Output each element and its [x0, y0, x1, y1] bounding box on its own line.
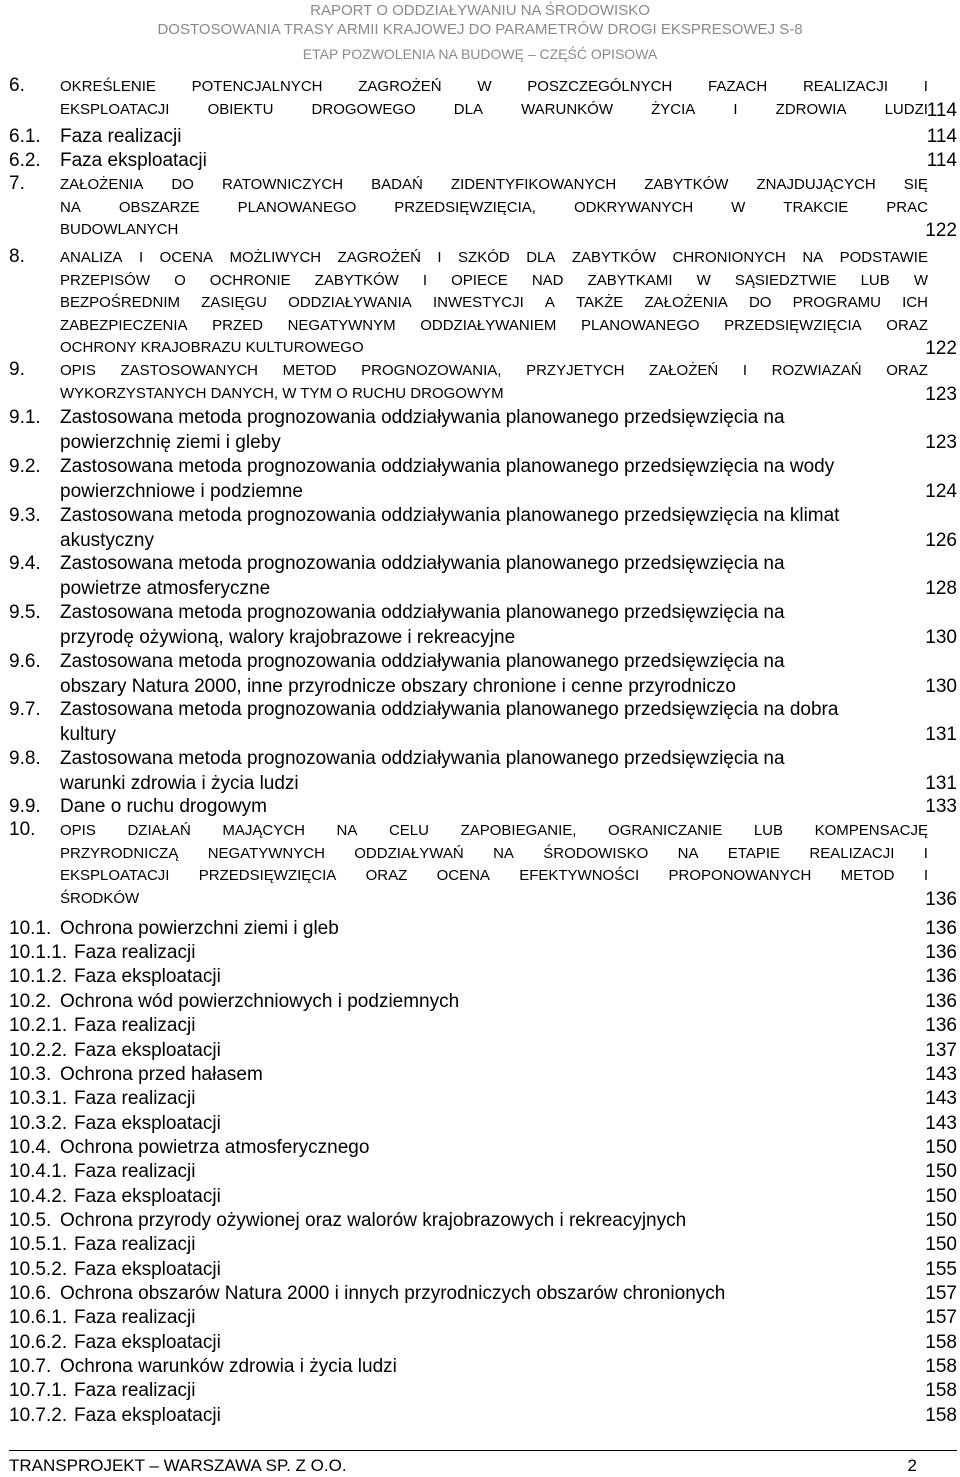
toc-entry-title-line: powierzchnię ziemi i gleby	[60, 431, 281, 453]
toc-entry-title-line: Faza realizacji	[74, 1234, 196, 1255]
toc-entry-number: 10.7.	[9, 1356, 52, 1377]
toc-entry-title-line: EKSPLOATACJI PRZEDSIĘWZIĘCIA ORAZ OCENA EFEKTYWNOŚCI PROPONOWANYCH METOD I	[60, 867, 928, 884]
toc-entry-page: 143	[925, 1113, 957, 1134]
toc-entry-page: 136	[925, 918, 957, 939]
toc-entry-page: 150	[925, 1161, 957, 1182]
toc-entry-title-line: OPIS DZIAŁAŃ MAJĄCYCH NA CELU ZAPOBIEGANIE, OGRANICZANIE LUB KOMPENSACJĘ	[60, 822, 928, 839]
toc-entry-page: 130	[925, 626, 957, 648]
toc-entry-page: 133	[925, 796, 957, 817]
toc-entry-page: 136	[925, 1015, 957, 1036]
toc-entry-title-line: ZABEZPIECZENIA PRZED NEGATYWNYM ODDZIAŁYWANIEM PLANOWANEGO PRZEDSIĘWZIĘCIA ORAZ	[60, 316, 928, 334]
toc-entry-title-line: Faza eksploatacji	[74, 1113, 221, 1134]
toc-entry-page: 128	[925, 577, 957, 599]
toc-entry-page: 114	[926, 126, 957, 147]
toc-entry-title-line: Ochrona przyrody ożywionej oraz walorów krajobrazowych i rekreacyjnych	[60, 1210, 687, 1231]
toc-entry-title-line: Faza eksploatacji	[74, 1040, 221, 1061]
toc-entry-number: 10.1.	[9, 918, 52, 939]
toc-entry-title-line: Faza realizacji	[74, 1088, 196, 1109]
toc-entry-title-line: przyrodę ożywioną, walory krajobrazowe i rekreacyjne	[60, 626, 516, 648]
toc-entry-title-line: Faza realizacji	[74, 1380, 196, 1401]
toc-entry-title-line: akustyczny	[60, 529, 154, 551]
toc-entry-title-line: WYKORZYSTANYCH DANYCH, W TYM O RUCHU DROGOWYM	[60, 384, 504, 402]
toc-entry-number: 10.6.	[9, 1283, 52, 1304]
toc-entry-number: 10.3.1.	[9, 1088, 68, 1109]
toc-entry-page: 155	[925, 1259, 957, 1280]
toc-entry-page: 158	[925, 1356, 957, 1377]
toc-entry-number: 10.3.	[9, 1064, 52, 1085]
toc-entry-title-line: ANALIZA I OCENA MOŻLIWYCH ZAGROŻEŃ I SZKÓD DLA ZABYTKÓW CHRONIONYCH NA PODSTAWIE	[60, 249, 928, 266]
toc-entry-title-line: Faza eksploatacji	[74, 966, 221, 987]
toc-entry-title-line: Ochrona wód powierzchniowych i podziemnych	[60, 991, 460, 1012]
toc-entry-number: 10.2.1.	[9, 1015, 68, 1036]
toc-entry-number: 10.2.	[9, 991, 52, 1012]
toc-entry-number: 9.5.	[9, 602, 41, 623]
toc-entry-title-line: Zastosowana metoda prognozowania oddziaływania planowanego przedsięwzięcia na dobra	[60, 699, 839, 720]
toc-entry-number: 7.	[9, 173, 25, 194]
toc-entry-title-line: PRZEPISÓW O OCHRONIE ZABYTKÓW I OPIECE NAD ZABYTKAMI W SĄSIEDZTWIE LUB W	[60, 271, 928, 289]
toc-entry-title-line: ŚRODKÓW	[60, 889, 140, 907]
toc-entry-page: 136	[925, 966, 957, 987]
toc-entry-title-line: OKREŚLENIE POTENCJALNYCH ZAGROŻEŃ W POSZCZEGÓLNYCH FAZACH REALIZACJI I	[60, 78, 928, 95]
toc-entry-title-line: powietrze atmosferyczne	[60, 577, 271, 599]
toc-entry-number: 10.7.2.	[9, 1405, 68, 1426]
toc-entry-title-line: Faza eksploatacji	[60, 150, 207, 171]
toc-entry-number: 10.1.1.	[9, 942, 68, 963]
toc-entry-title-line: Ochrona powierzchni ziemi i gleb	[60, 918, 339, 939]
toc-entry-page: 131	[925, 723, 957, 745]
footer-page-number: 2	[907, 1456, 917, 1475]
toc-entry-title-line: Zastosowana metoda prognozowania oddziaływania planowanego przedsięwzięcia na klimat	[60, 505, 840, 526]
toc-entry-title-line: Faza eksploatacji	[74, 1186, 221, 1207]
toc-entry-page: 136	[925, 942, 957, 963]
toc-entry-number: 6.	[9, 75, 25, 96]
toc-entry-title-line: Ochrona powietrza atmosferycznego	[60, 1137, 370, 1158]
toc-entry-title-line: Zastosowana metoda prognozowania oddziaływania planowanego przedsięwzięcia na	[60, 602, 785, 623]
toc-entry-title-line: Ochrona obszarów Natura 2000 i innych przyrodniczych obszarów chronionych	[60, 1283, 726, 1304]
toc-entry-title-line: Faza eksploatacji	[74, 1259, 221, 1280]
toc-entry-number: 9.3.	[9, 505, 41, 526]
toc-entry-page: 158	[925, 1380, 957, 1401]
toc-entry-number: 10.5.1.	[9, 1234, 68, 1255]
header-stage: ETAP POZWOLENIA NA BUDOWĘ – CZĘŚĆ OPISOWA	[302, 46, 658, 62]
toc-entry-title-line: OPIS ZASTOSOWANYCH METOD PROGNOZOWANIA, PRZYJETYCH ZAŁOŻEŃ I ROZWIAZAŃ ORAZ	[60, 362, 928, 379]
toc-entry-title-line: Zastosowana metoda prognozowania oddziaływania planowanego przedsięwzięcia na wody	[60, 456, 835, 477]
toc-entry-page: 150	[925, 1234, 957, 1255]
toc-entry-page: 123	[925, 383, 957, 405]
toc-entry-page: 150	[925, 1186, 957, 1207]
toc-entry-title-line: PRZYRODNICZĄ NEGATYWNYCH ODDZIAŁYWAŃ NA ŚRODOWISKO NA ETAPIE REALIZACJI I	[60, 844, 928, 862]
toc-entry-page: 158	[925, 1405, 957, 1426]
toc-entry-title-line: Zastosowana metoda prognozowania oddziaływania planowanego przedsięwzięcia na	[60, 651, 785, 672]
toc-entry-number: 10.2.2.	[9, 1040, 68, 1061]
toc-entry-number: 10.6.1.	[9, 1307, 68, 1328]
toc-entry-title-line: Faza realizacji	[60, 126, 182, 147]
toc-entry-title-line: Faza realizacji	[74, 1161, 196, 1182]
toc-entry-title-line: NA OBSZARZE PLANOWANEGO PRZEDSIĘWZIĘCIA, ODKRYWANYCH W TRAKCIE PRAC	[60, 198, 928, 216]
toc-entry-number: 9.7.	[9, 699, 41, 720]
toc-entry-title-line: Zastosowana metoda prognozowania oddziaływania planowanego przedsięwzięcia na	[60, 407, 785, 428]
toc-entry-number: 9.6.	[9, 651, 41, 672]
toc-entry-page: 131	[925, 772, 957, 794]
toc-entry-number: 10.4.1.	[9, 1161, 68, 1182]
toc-entry-page: 158	[925, 1332, 957, 1353]
toc-entry-number: 9.2.	[9, 456, 41, 477]
toc-entry-title-line: kultury	[60, 723, 116, 745]
toc-entry-title-line: ZAŁOŻENIA DO RATOWNICZYCH BADAŃ ZIDENTYFIKOWANYCH ZABYTKÓW ZNAJDUJĄCYCH SIĘ	[60, 176, 928, 193]
toc-entry-number: 9.4.	[9, 553, 41, 574]
toc-entry-number: 10.5.	[9, 1210, 52, 1231]
toc-entry-page: 114	[926, 99, 957, 121]
toc-entry-title-line: warunki zdrowia i życia ludzi	[60, 772, 299, 794]
toc-entry-number: 6.1.	[9, 126, 41, 147]
toc-entry-title-line: Faza realizacji	[74, 1015, 196, 1036]
toc-entry-title-line: Faza eksploatacji	[74, 1332, 221, 1353]
toc-entry-title-line: Faza realizacji	[74, 1307, 196, 1328]
toc-entry-number: 10.7.1.	[9, 1380, 68, 1401]
toc-entry-page: 150	[925, 1137, 957, 1158]
toc-entry-page: 114	[926, 150, 957, 171]
toc-entry-number: 9.9.	[9, 796, 41, 817]
toc-entry-title-line: OCHRONY KRAJOBRAZU KULTUROWEGO	[60, 339, 364, 356]
toc-entry-page: 137	[925, 1040, 957, 1061]
toc-entry-page: 143	[925, 1064, 957, 1085]
footer-company: TRANSPROJEKT – WARSZAWA SP. Z O.O.	[9, 1456, 347, 1475]
toc-entry-page: 122	[925, 338, 957, 359]
toc-entry-title-line: Faza realizacji	[74, 942, 196, 963]
toc-entry-page: 126	[925, 529, 957, 551]
header-title: RAPORT O ODDZIAŁYWANIU NA ŚRODOWISKO	[310, 2, 650, 19]
toc-entry-number: 10.	[9, 819, 36, 840]
toc-entry-number: 6.2.	[9, 150, 41, 171]
toc-entry-title-line: BUDOWLANYCH	[60, 221, 179, 238]
toc-entry-number: 8.	[9, 246, 25, 267]
toc-entry-title-line: powierzchniowe i podziemne	[60, 480, 303, 502]
toc-entry-page: 157	[925, 1307, 957, 1328]
toc-entry-title-line: Faza eksploatacji	[74, 1405, 221, 1426]
toc-entry-title-line: BEZPOŚREDNIM ZASIĘGU ODDZIAŁYWANIA INWESTYCJI A TAKŻE ZAŁOŻENIA DO PROGRAMU ICH	[60, 294, 928, 311]
footer-divider	[9, 1450, 957, 1451]
toc-entry-title-line: Ochrona przed hałasem	[60, 1064, 263, 1085]
toc-entry-number: 9.8.	[9, 748, 41, 769]
toc-entry-number: 10.5.2.	[9, 1259, 68, 1280]
toc-entry-number: 10.4.2.	[9, 1186, 68, 1207]
toc-entry-page: 123	[925, 431, 957, 453]
toc-entry-number: 9.	[9, 359, 25, 380]
toc-entry-number: 10.3.2.	[9, 1113, 68, 1134]
toc-entry-number: 10.6.2.	[9, 1332, 68, 1353]
toc-entry-title-line: Zastosowana metoda prognozowania oddziaływania planowanego przedsięwzięcia na	[60, 553, 785, 574]
header-subtitle: DOSTOSOWANIA TRASY ARMII KRAJOWEJ DO PARAMETRÓW DROGI EKSPRESOWEJ S-8	[157, 21, 803, 38]
toc-entry-page: 150	[925, 1210, 957, 1231]
toc-entry-page: 122	[925, 220, 957, 241]
toc-entry-page: 143	[925, 1088, 957, 1109]
toc-entry-title-line: EKSPLOATACJI OBIEKTU DROGOWEGO DLA WARUNKÓW ŻYCIA I ZDROWIA LUDZI	[60, 100, 928, 118]
toc-entry-title-line: Zastosowana metoda prognozowania oddziaływania planowanego przedsięwzięcia na	[60, 748, 785, 769]
toc-entry-number: 9.1.	[9, 407, 41, 428]
toc-entry-page: 124	[925, 480, 957, 502]
toc-entry-page: 157	[925, 1283, 957, 1304]
toc-entry-title-line: obszary Natura 2000, inne przyrodnicze obszary chronione i cenne przyrodniczo	[60, 675, 736, 697]
toc-entry-number: 10.1.2.	[9, 966, 68, 987]
toc-entry-page: 136	[925, 888, 957, 910]
toc-entry-title-line: Dane o ruchu drogowym	[60, 796, 267, 817]
toc-entry-number: 10.4.	[9, 1137, 52, 1158]
toc-entry-page: 136	[925, 991, 957, 1012]
toc-entry-title-line: Ochrona warunków zdrowia i życia ludzi	[60, 1356, 397, 1377]
toc-entry-page: 130	[925, 675, 957, 697]
